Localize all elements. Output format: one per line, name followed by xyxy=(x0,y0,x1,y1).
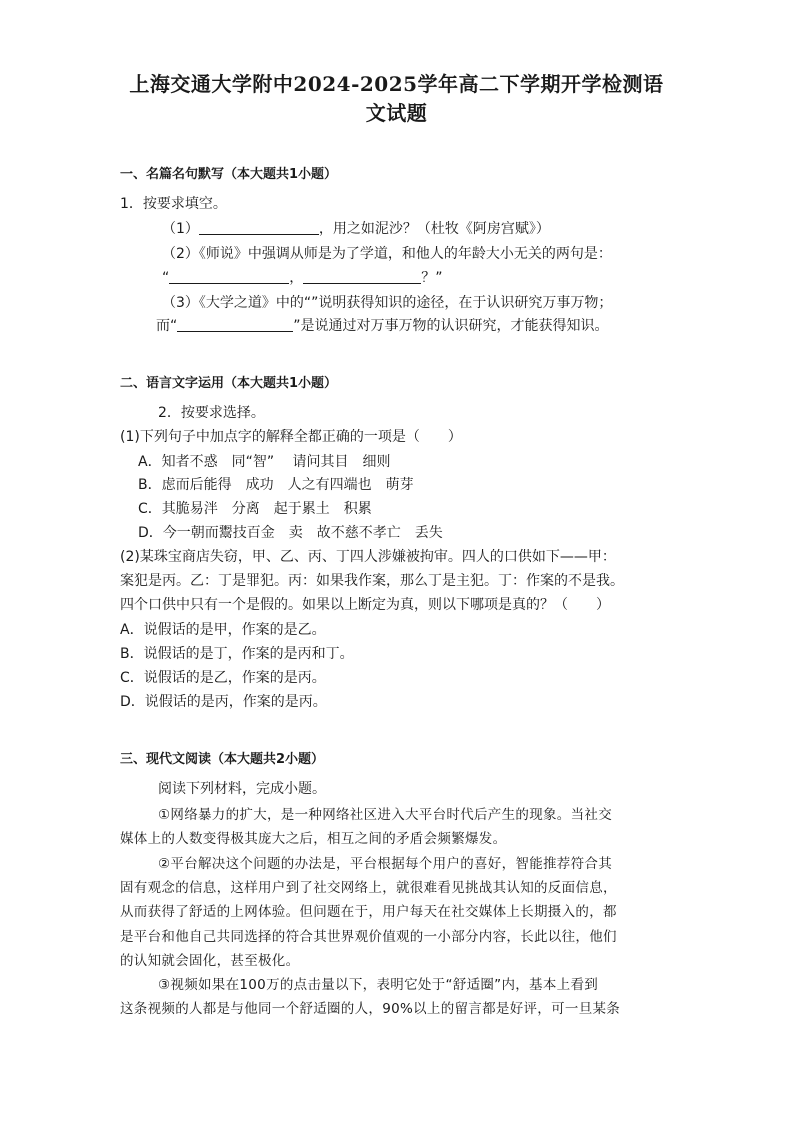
close-quote: ？” xyxy=(421,270,443,286)
passage-line: 这条视频的人都是与他同一个舒适圈的人，90%以上的留言都是好评，可一旦某条 xyxy=(120,1001,621,1017)
comma: ， xyxy=(289,270,304,286)
passage-line: 的认知就会固化，甚至极化。 xyxy=(120,953,300,969)
section-heading-1: 一、名篇名句默写（本大题共1小题） xyxy=(120,167,338,182)
option-d: D．今一朝而鬻技百金 卖 故不慈不孝亡 丢失 xyxy=(138,525,443,541)
passage-line: 媒体上的人数变得极其庞大之后，相互之间的矛盾会频繁爆发。 xyxy=(120,831,507,847)
option-c: C．说假话的是乙，作案的是丙。 xyxy=(120,670,326,686)
part-3-prefix: 而“ xyxy=(156,318,178,334)
question-1-part-3-line2 xyxy=(156,315,609,335)
question-2-stem: 2．按要求选择。 xyxy=(158,405,265,421)
passage-line: 固有观念的信息，这样用户到了社交网络上，就很难看见挑战其认知的反面信息， xyxy=(120,880,617,896)
reading-intro: 阅读下列材料，完成小题。 xyxy=(158,781,326,797)
passage-line: 从而获得了舒适的上网体验。但问题在于，用户每天在社交媒体上长期摄入的，都 xyxy=(120,904,617,920)
section-heading-2: 二、语言文字运用（本大题共1小题） xyxy=(120,376,338,391)
question-2-sub-2-line1: (2)某珠宝商店失窃，甲、乙、丙、丁四人涉嫌被拘审。四人的口供如下——甲： xyxy=(120,549,616,565)
question-1-part-3-line1: （3）《大学之道》中的“”说明获得知识的途径，在于认识研究万事万物； xyxy=(162,295,613,311)
option-a: A．说假话的是甲，作案的是乙。 xyxy=(120,622,326,638)
question-2-sub-2-line3: 四个口供中只有一个是假的。如果以上断定为真，则以下哪项是真的？（ ） xyxy=(120,597,610,613)
question-1-part-2-line2 xyxy=(162,267,443,287)
question-1-part-2-line1: （2）《师说》中强调从师是为了学道，和他人的年龄大小无关的两句是： xyxy=(162,246,612,262)
question-2-sub-2-line2: 案犯是丙。乙：丁是罪犯。丙：如果我作案，那么丁是主犯。丁：作案的不是我。 xyxy=(120,573,624,589)
answer-blank[interactable] xyxy=(169,269,289,284)
answer-blank[interactable] xyxy=(199,220,319,235)
part-3-suffix: ”是说通过对万事万物的认识研究，才能获得知识。 xyxy=(293,318,609,334)
open-quote: “ xyxy=(162,270,170,286)
part-1-prefix: （1） xyxy=(162,221,199,237)
part-1-suffix: ，用之如泥沙？（杜牧《阿房宫赋》） xyxy=(318,221,550,237)
option-a: A．知者不惑 同“智” 请问其目 细则 xyxy=(138,454,391,470)
passage-line: 是平台和他自己共同选择的符合其世界观价值观的一小部分内容，长此以往，他们 xyxy=(120,929,617,945)
answer-blank[interactable] xyxy=(177,317,293,332)
option-c: C．其脆易泮 分离 起于累土 积累 xyxy=(138,501,372,517)
question-2-sub-1: (1)下列句子中加点字的解释全都正确的一项是（ ） xyxy=(120,429,462,445)
passage-line: ③视频如果在100万的点击量以下，表明它处于“舒适圈”内，基本上看到 xyxy=(158,977,599,993)
passage-line: ①网络暴力的扩大，是一种网络社区进入大平台时代后产生的现象。当社交 xyxy=(158,807,613,823)
option-b: B．虑而后能得 成功 人之有四端也 萌芽 xyxy=(138,477,414,493)
section-heading-3: 三、现代文阅读（本大题共2小题） xyxy=(120,752,325,767)
doc-title-line1: 上海交通大学附中2024-2025学年高二下学期开学检测语 xyxy=(129,72,664,96)
doc-title-line2: 文试题 xyxy=(365,101,428,125)
passage-line: ②平台解决这个问题的办法是，平台根据每个用户的喜好，智能推荐符合其 xyxy=(158,856,613,872)
question-1-stem: 1．按要求填空。 xyxy=(120,196,227,212)
answer-blank[interactable] xyxy=(303,269,421,284)
option-d: D．说假话的是丙，作案的是丙。 xyxy=(120,694,327,710)
option-b: B．说假话的是丁，作案的是丙和丁。 xyxy=(120,646,354,662)
question-1-part-1 xyxy=(162,218,550,238)
